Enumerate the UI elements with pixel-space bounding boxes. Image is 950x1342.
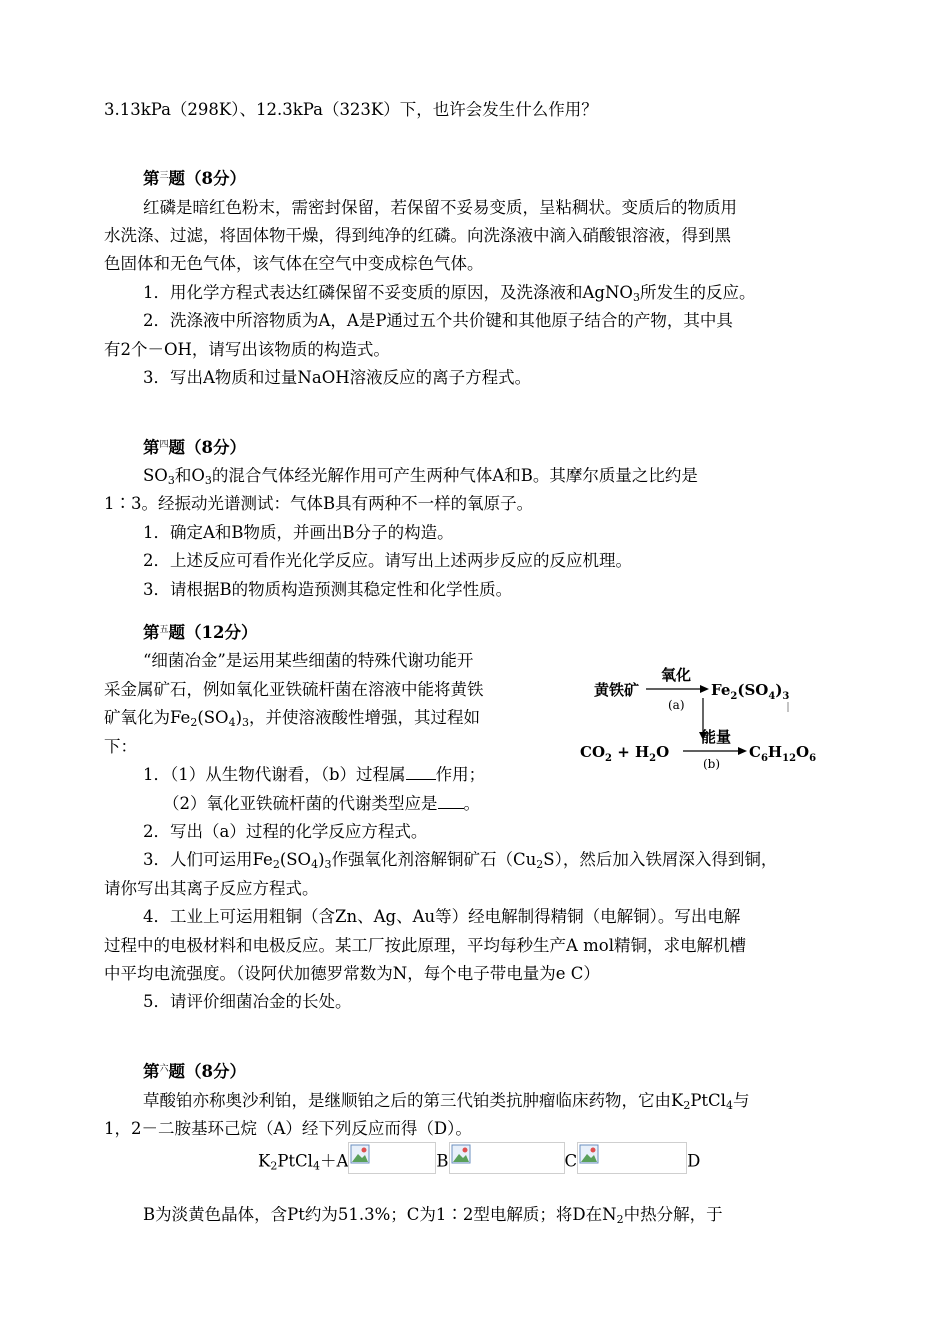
text-line: “细菌冶金”是运用某些细菌的特殊代谢功能开 xyxy=(143,651,474,670)
broken-image-1 xyxy=(348,1142,436,1174)
list-item: 3．请根据B的物质构造预测其稳定性和化学性质。 xyxy=(143,580,513,599)
text-line: 红磷是暗红色粉末，需密封保留，若保留不妥易变质，呈粘稠状。变质后的物质用 xyxy=(143,198,737,217)
list-item: 2．洗涤液中所溶物质为A，A是P通过五个共价键和其他原子结合的产物，其中具 xyxy=(143,311,733,330)
broken-image-2 xyxy=(449,1142,565,1174)
text-line: 色固体和无色气体，该气体在空气中变成棕色气体。 xyxy=(104,254,484,273)
blank-line xyxy=(438,794,464,809)
text-line: 3.13kPa（298K）、12.3kPa（323K）下，也许会发生什么作用？ xyxy=(104,100,598,119)
list-item: 1．用化学方程式表达红磷保留不妥变质的原因，及洗涤液和AgNO$_3$所发生的反应。 xyxy=(143,283,756,304)
text-line: 水洗涤、过滤，将固体物干燥，得到纯净的红磷。向洗涤液中滴入硝酸银溶液，得到黑 xyxy=(104,226,731,245)
question-6-title: 第$^六$题（8分） xyxy=(143,1062,246,1081)
broken-image-icon xyxy=(579,1144,599,1164)
iron-sulfate-label: $Fe_2(SO_4)_3$ xyxy=(711,681,790,702)
list-item: 2．上述反应可看作光化学反应。请写出上述两步反应的反应机理。 xyxy=(143,551,632,570)
text-line: B为淡黄色晶体，含Pt约为51.3%；C为1∶2型电解质；将D在$N_2$中热分解，于 xyxy=(143,1205,723,1226)
text-line: $SO_3$和$O_3$的混合气体经光解作用可产生两种气体A和B。其摩尔质量之比约是 xyxy=(143,466,698,487)
blank-line xyxy=(406,765,436,780)
reaction-equation: $K_2PtCl_4+A$ B C D xyxy=(258,1150,700,1174)
list-item: 3．人们可运用$Fe_2(SO_4)_3$作强氧化剂溶解铜矿石$(Cu_2S)$，然后加入铁屑深入得到铜， xyxy=(143,850,778,871)
metabolism-diagram xyxy=(578,660,838,770)
text-line: 请你写出其离子反应方程式。 xyxy=(104,879,319,898)
list-item: 1．确定A和B物质，并画出B分子的构造。 xyxy=(143,523,454,542)
broken-image-3 xyxy=(577,1142,687,1174)
text-line: 采金属矿石，例如氧化亚铁硫杆菌在溶液中能将黄铁 xyxy=(104,680,484,699)
list-item: 4．工业上可运用粗铜（含Zn、Ag、Au等）经电解制得精铜（电解铜）。写出电解 xyxy=(143,907,741,926)
question-4-title: 第$^四$题（8分） xyxy=(143,438,246,457)
arrow-b-head xyxy=(738,747,747,755)
oxidize-label: 氧化 xyxy=(661,666,692,684)
list-item: 2．写出（a）过程的化学反应方程式。 xyxy=(143,822,428,841)
diagram-svg xyxy=(578,660,838,770)
list-item: 3．写出A物质和过量NaOH溶液反应的离子方程式。 xyxy=(143,368,532,387)
text-line: 1∶3。经振动光谱测试：气体B具有两种不一样的氧原子。 xyxy=(104,494,534,513)
text-line: 草酸铂亦称奥沙利铂，是继顺铂之后的第三代铂类抗肿瘤临床药物，它由$K_2PtCl_4$与 xyxy=(143,1091,750,1112)
text-line: 下： xyxy=(104,737,137,756)
question-5-title: 第$^五$题（12分） xyxy=(143,623,258,642)
energy-label: 能量 xyxy=(701,728,732,746)
pyrite-label: 黄铁矿 xyxy=(594,681,640,699)
text-line: 中平均电流强度。（设阿伏加德罗常数为N，每个电子带电量为e C） xyxy=(104,964,600,983)
b-label: (b) xyxy=(703,757,721,770)
text-line: 有2个－OH，请写出该物质的构造式。 xyxy=(104,340,390,359)
broken-image-icon xyxy=(451,1144,471,1164)
list-item: （2）氧化亚铁硫杆菌的代谢类型应是 。 xyxy=(163,794,480,813)
list-item: 5．请评价细菌冶金的长处。 xyxy=(143,992,352,1011)
reactants-label: $CO_2 + H_2O$ xyxy=(580,743,670,764)
a-label: (a) xyxy=(668,698,685,712)
arrow-a-head xyxy=(700,685,709,693)
text-line: 矿氧化为$Fe_2(SO_4)_3$，并使溶液酸性增强，其过程如 xyxy=(104,708,481,729)
question-3-title: 第$^三$题（8分） xyxy=(143,169,246,188)
list-item: 1．（1）从生物代谢看，（b）过程属 作用； xyxy=(143,765,486,784)
glucose-label: $C_6H_{12}O_6$ xyxy=(749,743,817,764)
broken-image-icon xyxy=(350,1144,370,1164)
text-line: 过程中的电极材料和电极反应。某工厂按此原理，平均每秒生产A mol精铜，求电解机槽 xyxy=(104,936,747,955)
text-line: 1，2－二胺基环己烷（A）经下列反应而得（D）。 xyxy=(104,1119,472,1138)
